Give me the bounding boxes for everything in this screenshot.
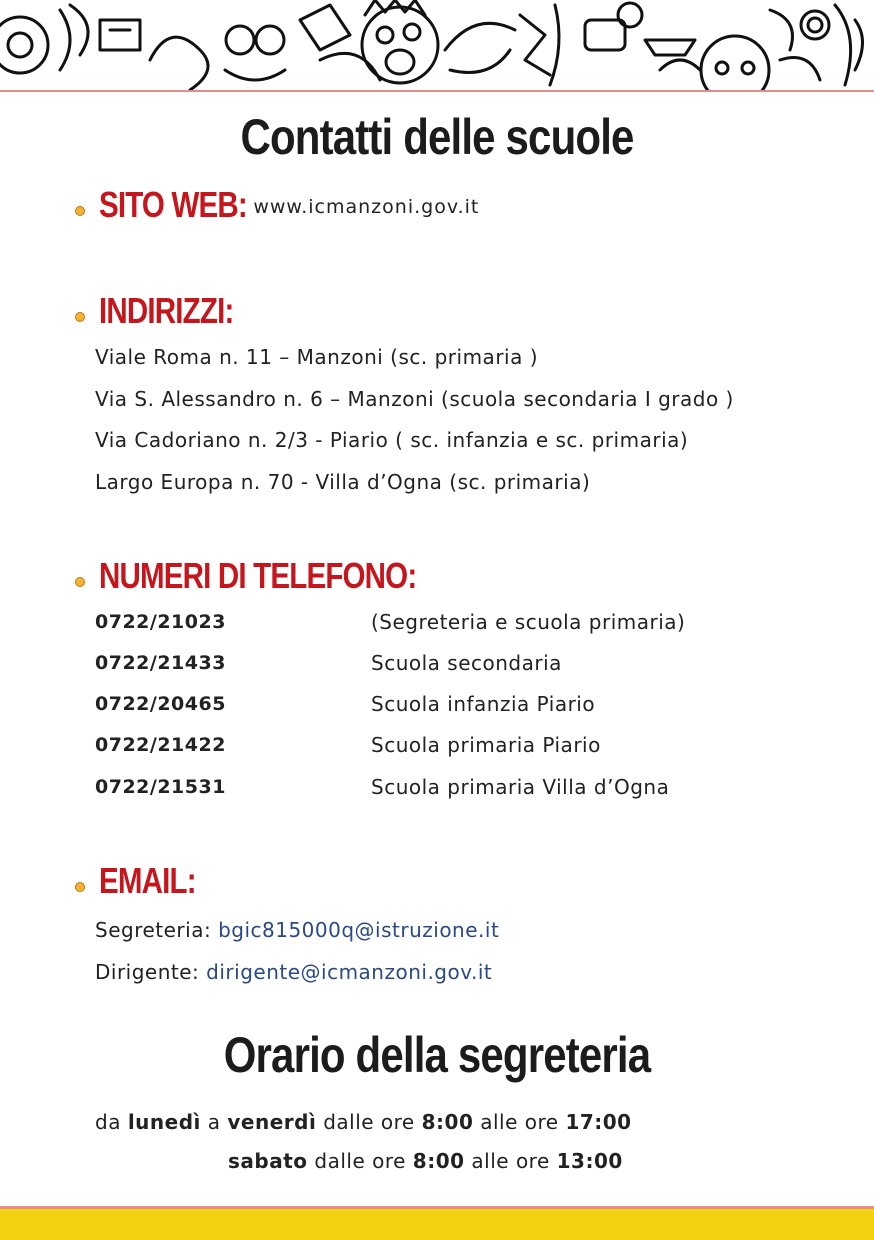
bullet-icon	[75, 577, 85, 587]
doodle-banner	[0, 0, 874, 92]
orario-text: a	[207, 1110, 221, 1134]
orario-text: dalle ore	[314, 1149, 406, 1173]
orario-day: lunedì	[127, 1110, 201, 1134]
orario-text: alle ore	[480, 1110, 559, 1134]
bullet-icon	[75, 882, 85, 892]
indirizzi-section	[75, 290, 263, 332]
orario-time: 8:00	[421, 1110, 474, 1134]
orario-weekdays	[95, 1110, 632, 1134]
email-segreteria-row	[95, 918, 499, 942]
phone-number[interactable]: 0722/21531	[95, 776, 226, 798]
doodle-illustration	[0, 0, 874, 92]
email-segreteria-label: Segreteria:	[95, 918, 212, 942]
address-item: Via Cadoriano n. 2/3 - Piario ( sc. infanzia e sc. primaria)	[95, 428, 689, 452]
orario-saturday	[228, 1149, 623, 1173]
banner-divider	[0, 90, 874, 92]
sito-web-url[interactable]: www.icmanzoni.gov.it	[253, 196, 480, 218]
bullet-icon	[75, 312, 85, 322]
phone-number[interactable]: 0722/21023	[95, 611, 226, 633]
address-item: Largo Europa n. 70 - Villa d’Ogna (sc. primaria)	[95, 470, 591, 494]
orario-title: Orario della segreteria	[223, 1027, 651, 1083]
phone-number[interactable]: 0722/21433	[95, 652, 226, 674]
orario-time: 17:00	[565, 1110, 632, 1134]
sito-web-label: SITO WEB:	[99, 184, 247, 225]
footer-bar	[0, 1209, 874, 1240]
page-title: Contatti delle scuole	[240, 109, 634, 165]
telefoni-label: NUMERI DI TELEFONO:	[99, 555, 417, 596]
address-item: Viale Roma n. 11 – Manzoni (sc. primaria )	[95, 345, 539, 369]
indirizzi-label: INDIRIZZI:	[99, 290, 234, 331]
email-dirigente-row	[95, 960, 492, 984]
orario-text: da	[95, 1110, 121, 1134]
orario-time: 13:00	[556, 1149, 623, 1173]
orario-text: alle ore	[471, 1149, 550, 1173]
phone-description: Scuola primaria Piario	[371, 733, 601, 757]
email-section	[75, 860, 217, 902]
address-item: Via S. Alessandro n. 6 – Manzoni (scuola secondaria I grado )	[95, 387, 734, 411]
email-segreteria-link[interactable]: bgic815000q@istruzione.it	[218, 918, 500, 942]
bullet-icon	[75, 206, 85, 216]
telefoni-section	[75, 555, 486, 597]
phone-number[interactable]: 0722/21422	[95, 734, 226, 756]
email-dirigente-link[interactable]: dirigente@icmanzoni.gov.it	[206, 960, 493, 984]
email-label: EMAIL:	[99, 860, 196, 901]
phone-description: Scuola infanzia Piario	[371, 692, 596, 716]
orario-day: sabato	[228, 1149, 308, 1173]
sito-web-section	[75, 184, 479, 226]
phone-number[interactable]: 0722/20465	[95, 693, 226, 715]
phone-description: (Segreteria e scuola primaria)	[371, 610, 686, 634]
orario-text: dalle ore	[323, 1110, 415, 1134]
phone-description: Scuola secondaria	[371, 651, 562, 675]
phone-description: Scuola primaria Villa d’Ogna	[371, 775, 670, 799]
orario-time: 8:00	[412, 1149, 465, 1173]
email-dirigente-label: Dirigente:	[95, 960, 200, 984]
orario-day: venerdì	[227, 1110, 317, 1134]
